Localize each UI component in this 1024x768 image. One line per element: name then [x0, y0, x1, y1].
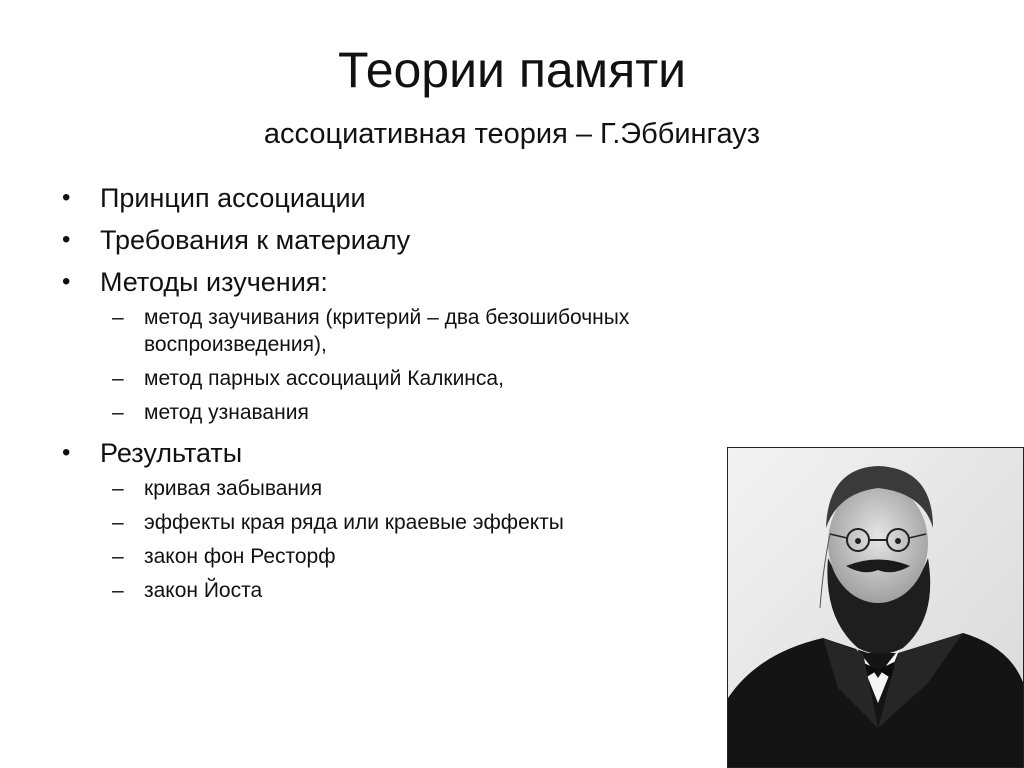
list-item	[60, 433, 740, 473]
sub-item-text: закон Йоста	[144, 579, 263, 602]
sub-list-item	[60, 577, 704, 604]
sub-list	[60, 475, 740, 604]
slide-subtitle: ассоциативная теория – Г.Эббингауз	[263, 118, 761, 150]
list-item	[60, 220, 740, 260]
bullet-marker: •	[62, 184, 71, 211]
list-item	[60, 262, 740, 302]
sub-list-item	[60, 509, 704, 536]
sub-list-item	[60, 543, 704, 570]
bullet-marker: •	[62, 268, 71, 295]
dash-marker: –	[112, 579, 124, 602]
sub-list-item	[60, 365, 704, 392]
list-item	[60, 178, 740, 218]
dash-marker: –	[112, 545, 124, 568]
dash-marker: –	[112, 477, 124, 500]
bullet-text: Методы изучения:	[100, 267, 328, 297]
dash-marker: –	[112, 306, 124, 329]
sub-item-text: закон фон Ресторф	[144, 545, 336, 568]
sub-item-text: метод узнавания	[144, 401, 309, 424]
bullet-list	[60, 178, 740, 611]
sub-list-item	[60, 475, 704, 502]
bullet-marker: •	[62, 439, 71, 466]
sub-item-text: кривая забывания	[144, 477, 323, 500]
sub-item-text: эффекты края ряда или краевые эффекты	[144, 511, 564, 534]
sub-list-item	[60, 399, 704, 426]
sub-item-text: метод заучивания (критерий – два безошибочных воспроизведения),	[144, 306, 630, 356]
bullet-text: Результаты	[100, 438, 243, 468]
bullet-text: Требования к материалу	[100, 225, 411, 255]
sub-item-text: метод парных ассоциаций Калкинса,	[144, 367, 504, 390]
sub-list-item	[60, 304, 704, 358]
bullet-marker: •	[62, 226, 71, 253]
dash-marker: –	[112, 511, 124, 534]
portrait-photo	[727, 447, 1024, 768]
portrait-illustration	[728, 448, 1024, 768]
sub-list	[60, 304, 740, 426]
slide-title: Теории памяти	[337, 42, 687, 98]
dash-marker: –	[112, 401, 124, 424]
bullet-text: Принцип ассоциации	[100, 183, 366, 213]
dash-marker: –	[112, 367, 124, 390]
